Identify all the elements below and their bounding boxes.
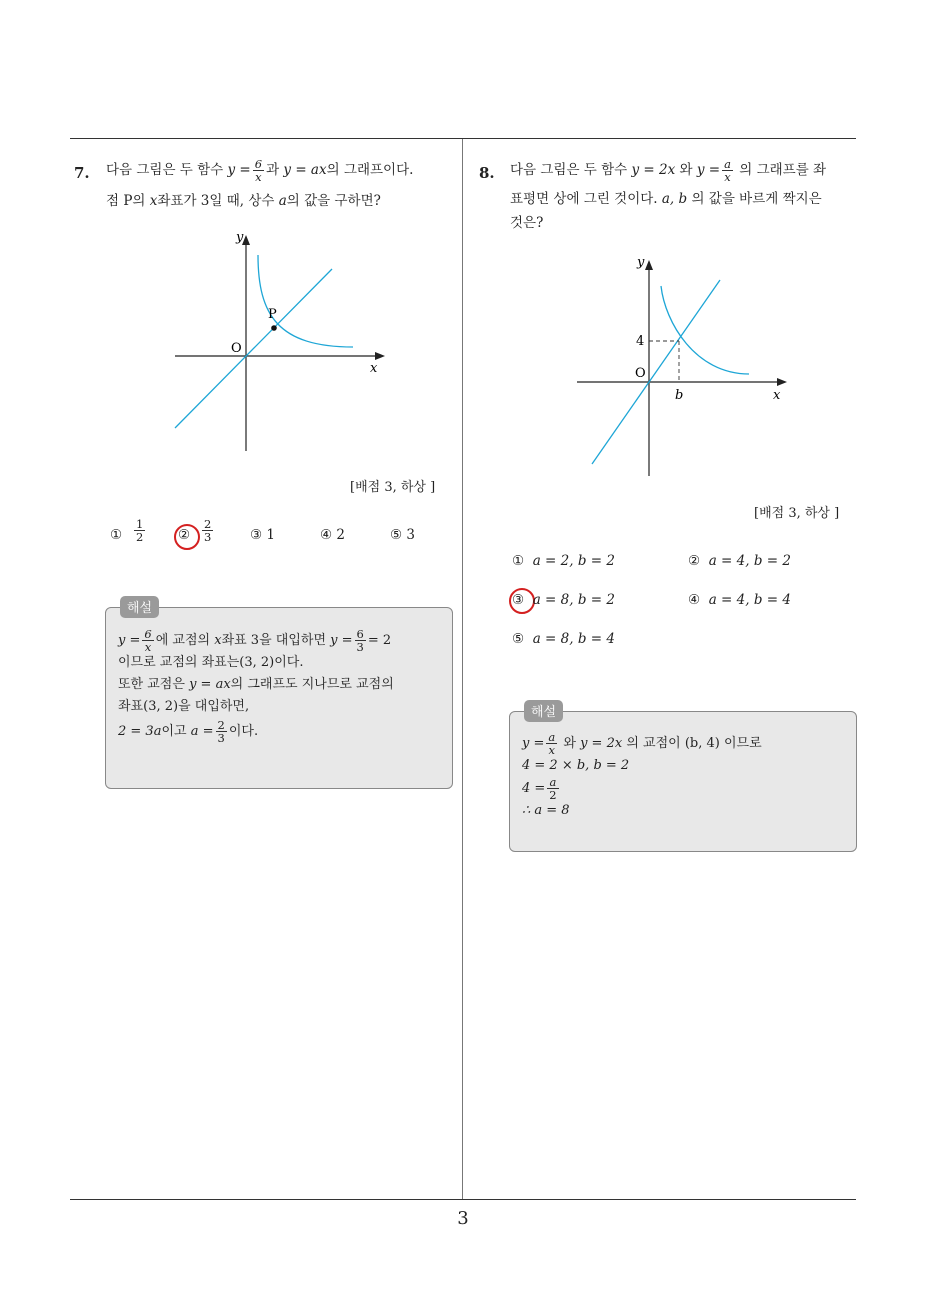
text: 의 그래프도 지나므로 교점의 xyxy=(230,677,394,692)
x-axis-arrow xyxy=(375,352,385,360)
sol-line-2: 이므로 교점의 좌표는(3, 2)이다. xyxy=(118,655,304,670)
q7-axes xyxy=(175,235,385,451)
choice-text: a = 2, b = 2 xyxy=(532,553,615,569)
frac-num: a xyxy=(547,776,558,789)
math: 2 = 3a xyxy=(118,724,162,739)
hyperbola-curve xyxy=(258,255,353,347)
text: = 2 xyxy=(367,633,392,648)
frac-den: 2 xyxy=(549,788,557,802)
q8-choices xyxy=(512,553,852,653)
label-4: 4 xyxy=(636,334,645,349)
q8-text: 다음 그림은 두 함수 xyxy=(510,162,628,178)
q8-score: [배점 3, 하상 ] xyxy=(754,506,840,521)
sol-line-1 xyxy=(522,731,762,756)
fraction xyxy=(142,628,153,653)
fraction xyxy=(216,719,227,744)
q7-math: a xyxy=(278,193,287,209)
q8-axes xyxy=(577,260,787,476)
frac-num: 6 xyxy=(144,627,152,641)
q8-text: 표평면 상에 그린 것이다. xyxy=(510,191,658,207)
q7-math: y = xyxy=(227,162,251,178)
frac-num: 2 xyxy=(217,718,225,732)
q7-text: 의 값을 구하면? xyxy=(286,193,381,209)
q7-math: x xyxy=(149,193,158,209)
label-p: P xyxy=(268,307,277,322)
q8-text: 의 그래프를 좌 xyxy=(739,162,827,178)
q7-solution-tab: 해설 xyxy=(120,596,159,618)
text: 에 교점의 xyxy=(155,633,211,648)
text: 의 교점이 (b, 4) 이므로 xyxy=(626,736,762,751)
fraction xyxy=(546,731,557,756)
q7-text: 과 xyxy=(266,162,280,178)
choice-1[interactable] xyxy=(512,553,615,569)
choice-mark: ⑤ xyxy=(512,631,525,647)
label-x: x xyxy=(773,388,781,403)
choice-text: a = 4, b = 4 xyxy=(708,592,791,608)
text: 또한 교점은 xyxy=(118,677,185,692)
choice-2[interactable] xyxy=(688,553,791,569)
choice-2-mark[interactable]: ② xyxy=(178,527,191,543)
column-divider xyxy=(462,139,463,1199)
sol-line-4: 좌표(3, 2)을 대입하면, xyxy=(118,699,250,714)
q8-solution-text xyxy=(522,731,762,821)
line-y-2x xyxy=(592,280,720,464)
q8-line3: 것은? xyxy=(510,215,544,231)
q7-text: 좌표가 3일 때, 상수 xyxy=(157,193,275,209)
label-y: y xyxy=(637,255,645,270)
label-origin: O xyxy=(635,366,646,381)
header-rule xyxy=(70,138,856,139)
q7-math: y = ax xyxy=(283,162,327,178)
q8-math: y = xyxy=(696,162,721,178)
choice-3[interactable] xyxy=(512,592,615,608)
choice-2-fraction[interactable] xyxy=(202,518,213,543)
q8-solution-tab: 해설 xyxy=(524,700,563,722)
q8-text: 와 xyxy=(679,162,693,178)
q7-choices xyxy=(110,518,450,558)
fraction xyxy=(355,628,366,653)
label-origin: O xyxy=(231,341,242,356)
frac-den: 3 xyxy=(204,530,212,544)
q7-graph xyxy=(160,225,400,460)
frac-num: 6 xyxy=(254,157,263,171)
page-number: 3 xyxy=(457,1208,469,1229)
label-y: y xyxy=(236,230,244,245)
choice-text: a = 8, b = 2 xyxy=(532,592,615,608)
sol-line-2: 4 = 2 × b, b = 2 xyxy=(522,758,630,773)
q7-number: 7. xyxy=(74,164,90,182)
text: 좌표 3을 대입하면 xyxy=(221,633,327,648)
q7-line2 xyxy=(106,190,381,213)
choice-mark: ② xyxy=(688,553,701,569)
math: y = ax xyxy=(189,677,231,692)
text: 이다. xyxy=(228,724,259,739)
q7-score: [배점 3, 하상 ] xyxy=(350,480,436,495)
choice-mark: ① xyxy=(512,553,525,569)
q8-math: y = 2x xyxy=(631,162,676,178)
q8-graph xyxy=(575,252,800,480)
choice-5[interactable]: ⑤ 3 xyxy=(390,527,415,543)
choice-mark: ③ xyxy=(512,592,525,608)
math: 4 = xyxy=(522,781,546,796)
choice-text: a = 4, b = 2 xyxy=(708,553,791,569)
frac-num: 2 xyxy=(204,517,212,531)
q8-fraction xyxy=(722,158,733,183)
choice-3[interactable]: ③ 1 xyxy=(250,527,275,543)
math: x xyxy=(214,633,222,648)
q7-text: 의 그래프이다. xyxy=(326,162,414,178)
frac-den: 2 xyxy=(136,530,144,544)
frac-den: 3 xyxy=(356,640,364,654)
choice-1-mark[interactable]: ① xyxy=(110,527,123,543)
sol-line-5 xyxy=(118,719,394,744)
y-axis-arrow xyxy=(645,260,653,270)
choice-5[interactable] xyxy=(512,631,615,647)
q7-text: 다음 그림은 두 함수 xyxy=(106,162,224,178)
fraction xyxy=(547,776,558,801)
hyperbola-curve xyxy=(661,286,749,374)
frac-den: x xyxy=(255,170,262,184)
frac-num: 1 xyxy=(136,517,144,531)
q7-line1 xyxy=(106,158,413,183)
footer-rule xyxy=(70,1199,856,1200)
q8-math: a, b xyxy=(661,191,688,207)
sol-line-4: ∴ a = 8 xyxy=(522,803,570,818)
q8-line1 xyxy=(510,158,826,183)
math: y = xyxy=(330,633,353,648)
q7-solution-text xyxy=(118,628,394,744)
label-b: b xyxy=(675,388,684,403)
math: y = xyxy=(522,736,545,751)
q8-text: 의 값을 바르게 짝지은 xyxy=(691,191,822,207)
frac-den: x xyxy=(144,640,152,654)
text: 와 xyxy=(563,736,576,751)
line-y-ax xyxy=(175,269,332,428)
math: y = xyxy=(118,633,141,648)
math: y = 2x xyxy=(580,736,623,751)
q7-fraction xyxy=(253,158,264,183)
sol-line-3 xyxy=(522,776,762,801)
point-p xyxy=(271,325,277,331)
sol-line-3 xyxy=(118,675,394,695)
choice-4[interactable] xyxy=(688,592,791,608)
choice-4[interactable]: ④ 2 xyxy=(320,527,345,543)
x-axis-arrow xyxy=(777,378,787,386)
choice-1-fraction[interactable] xyxy=(134,518,145,543)
choice-text: a = 8, b = 4 xyxy=(532,631,615,647)
frac-den: x xyxy=(548,743,556,757)
frac-den: 3 xyxy=(217,731,225,745)
q8-line2 xyxy=(510,188,822,211)
text: 이고 xyxy=(161,724,187,739)
q8-number: 8. xyxy=(479,164,495,182)
frac-den: x xyxy=(724,170,731,184)
choice-mark: ④ xyxy=(688,592,701,608)
frac-num: a xyxy=(724,157,731,171)
sol-line-1 xyxy=(118,628,394,653)
frac-num: 6 xyxy=(356,627,364,641)
label-x: x xyxy=(370,361,378,376)
math: a = xyxy=(190,724,214,739)
frac-num: a xyxy=(548,730,556,744)
q7-text: 점 P의 xyxy=(106,193,146,209)
